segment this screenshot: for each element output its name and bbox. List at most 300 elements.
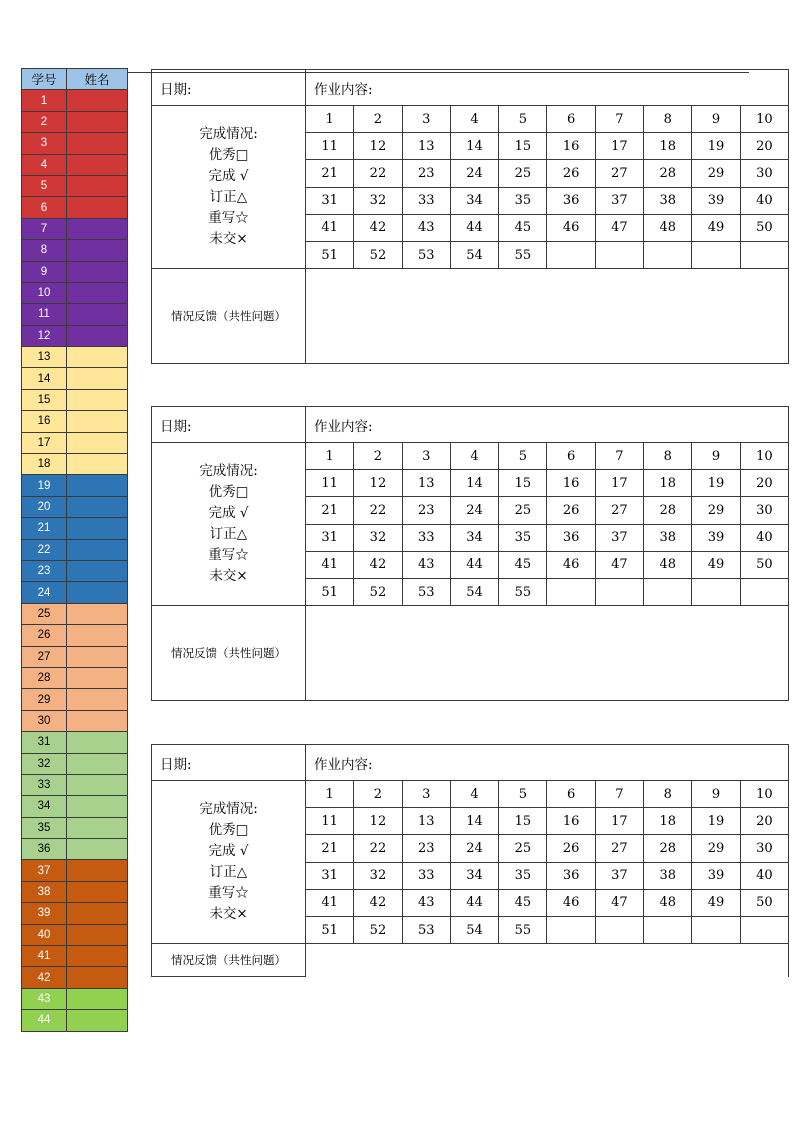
student-number: 29 bbox=[22, 689, 67, 710]
student-number-cell[interactable]: 47 bbox=[595, 551, 643, 578]
student-number-cell[interactable]: 15 bbox=[499, 470, 547, 497]
student-number-cell[interactable]: 34 bbox=[450, 524, 498, 551]
student-number-cell[interactable]: 28 bbox=[644, 497, 692, 524]
student-number: 38 bbox=[22, 881, 67, 902]
student-number: 26 bbox=[22, 625, 67, 646]
student-number: 4 bbox=[22, 154, 67, 175]
feedback-area[interactable] bbox=[306, 606, 789, 701]
student-name-cell[interactable] bbox=[67, 197, 128, 218]
student-number-cell[interactable]: 42 bbox=[354, 551, 402, 578]
student-number-cell[interactable]: 25 bbox=[499, 835, 547, 862]
student-number-cell[interactable]: 21 bbox=[306, 160, 354, 187]
student-number: 14 bbox=[22, 368, 67, 389]
student-name-cell[interactable] bbox=[67, 218, 128, 239]
student-number-cell[interactable]: 18 bbox=[644, 808, 692, 835]
student-name-cell[interactable] bbox=[67, 496, 128, 517]
student-name-cell[interactable] bbox=[67, 967, 128, 988]
student-number-cell[interactable]: 44 bbox=[450, 214, 498, 241]
student-number-cell[interactable]: 29 bbox=[692, 160, 740, 187]
student-number-cell[interactable]: 35 bbox=[499, 862, 547, 889]
student-number-cell[interactable]: 4 bbox=[450, 443, 498, 470]
student-number-cell[interactable]: 33 bbox=[402, 187, 450, 214]
student-number-cell[interactable]: 44 bbox=[450, 889, 498, 916]
student-number-cell[interactable]: 48 bbox=[644, 214, 692, 241]
student-number-cell[interactable] bbox=[595, 578, 643, 605]
student-number-cell[interactable]: 37 bbox=[595, 187, 643, 214]
roster-row bbox=[22, 496, 128, 517]
student-number-cell[interactable]: 23 bbox=[402, 835, 450, 862]
student-number-cell[interactable]: 38 bbox=[644, 524, 692, 551]
student-number-cell[interactable]: 33 bbox=[402, 524, 450, 551]
student-number-cell[interactable]: 13 bbox=[402, 133, 450, 160]
student-number-cell[interactable]: 46 bbox=[547, 889, 595, 916]
student-number-cell[interactable]: 42 bbox=[354, 889, 402, 916]
status-legend-line: 完成情况: bbox=[199, 463, 258, 480]
student-number-cell[interactable]: 20 bbox=[740, 133, 788, 160]
student-number-cell[interactable]: 24 bbox=[450, 835, 498, 862]
student-number-cell[interactable]: 47 bbox=[595, 889, 643, 916]
student-number-cell[interactable] bbox=[644, 241, 692, 268]
student-name-cell[interactable] bbox=[67, 881, 128, 902]
student-name-cell[interactable] bbox=[67, 282, 128, 303]
student-name-cell[interactable] bbox=[67, 753, 128, 774]
student-number-cell[interactable] bbox=[547, 916, 595, 943]
student-number: 23 bbox=[22, 560, 67, 581]
roster-header-row bbox=[22, 69, 128, 90]
student-number-cell[interactable]: 31 bbox=[306, 524, 354, 551]
student-number-cell[interactable]: 4 bbox=[450, 781, 498, 808]
student-number-cell[interactable]: 7 bbox=[595, 106, 643, 133]
student-number-cell[interactable]: 19 bbox=[692, 133, 740, 160]
student-number-cell[interactable]: 13 bbox=[402, 808, 450, 835]
student-number: 39 bbox=[22, 903, 67, 924]
roster-row bbox=[22, 475, 128, 496]
feedback-row bbox=[152, 606, 789, 701]
student-name-cell[interactable] bbox=[67, 860, 128, 881]
feedback-label: 情况反馈（共性问题） bbox=[152, 944, 306, 977]
student-number-cell[interactable]: 42 bbox=[354, 214, 402, 241]
student-number-cell[interactable]: 40 bbox=[740, 524, 788, 551]
student-number-cell[interactable]: 29 bbox=[692, 835, 740, 862]
student-number-cell[interactable]: 2 bbox=[354, 106, 402, 133]
student-number-cell[interactable]: 55 bbox=[499, 578, 547, 605]
student-number-cell[interactable]: 9 bbox=[692, 781, 740, 808]
student-number-cell[interactable]: 46 bbox=[547, 214, 595, 241]
student-number-cell[interactable]: 34 bbox=[450, 862, 498, 889]
student-number-cell[interactable]: 17 bbox=[595, 470, 643, 497]
student-number-cell[interactable]: 21 bbox=[306, 497, 354, 524]
student-number: 33 bbox=[22, 774, 67, 795]
student-number-cell[interactable]: 16 bbox=[547, 808, 595, 835]
student-number-cell[interactable]: 16 bbox=[547, 133, 595, 160]
student-number-cell[interactable] bbox=[692, 241, 740, 268]
student-number: 12 bbox=[22, 325, 67, 346]
student-number-cell[interactable]: 36 bbox=[547, 862, 595, 889]
student-number-cell[interactable]: 40 bbox=[740, 862, 788, 889]
student-name-cell[interactable] bbox=[67, 111, 128, 132]
student-number: 10 bbox=[22, 282, 67, 303]
student-name-cell[interactable] bbox=[67, 988, 128, 1009]
student-name-cell[interactable] bbox=[67, 432, 128, 453]
student-number-cell[interactable]: 19 bbox=[692, 808, 740, 835]
student-roster bbox=[21, 68, 128, 1032]
student-number-cell[interactable]: 44 bbox=[450, 551, 498, 578]
student-number-cell[interactable]: 51 bbox=[306, 916, 354, 943]
completion-status-legend bbox=[152, 443, 306, 606]
student-name-cell[interactable] bbox=[67, 304, 128, 325]
roster-row bbox=[22, 1010, 128, 1031]
student-number: 28 bbox=[22, 667, 67, 688]
status-legend-line: 优秀□ bbox=[208, 147, 249, 164]
student-number-cell[interactable]: 30 bbox=[740, 497, 788, 524]
student-number-cell[interactable]: 51 bbox=[306, 578, 354, 605]
student-number-cell[interactable]: 54 bbox=[450, 916, 498, 943]
student-name-cell[interactable] bbox=[67, 154, 128, 175]
student-number-cell[interactable]: 18 bbox=[644, 470, 692, 497]
student-number-cell[interactable]: 19 bbox=[692, 470, 740, 497]
student-number-cell[interactable]: 39 bbox=[692, 862, 740, 889]
student-number-cell[interactable]: 41 bbox=[306, 551, 354, 578]
student-number-cell[interactable]: 3 bbox=[402, 106, 450, 133]
student-number-cell[interactable]: 20 bbox=[740, 808, 788, 835]
student-number-cell[interactable]: 28 bbox=[644, 835, 692, 862]
student-number: 24 bbox=[22, 582, 67, 603]
student-name-cell[interactable] bbox=[67, 582, 128, 603]
student-number-cell[interactable]: 37 bbox=[595, 524, 643, 551]
student-number-cell[interactable]: 10 bbox=[740, 106, 788, 133]
student-number-cell[interactable]: 55 bbox=[499, 916, 547, 943]
roster-row bbox=[22, 967, 128, 988]
student-number-cell[interactable]: 11 bbox=[306, 470, 354, 497]
student-name-cell[interactable] bbox=[67, 347, 128, 368]
student-number-cell[interactable]: 26 bbox=[547, 160, 595, 187]
student-number-cell[interactable]: 7 bbox=[595, 781, 643, 808]
student-number-cell[interactable]: 30 bbox=[740, 835, 788, 862]
student-number-cell[interactable]: 34 bbox=[450, 187, 498, 214]
student-name-cell[interactable] bbox=[67, 689, 128, 710]
homework-record-sheet bbox=[151, 406, 789, 701]
student-number-cell[interactable]: 32 bbox=[354, 187, 402, 214]
student-number-cell[interactable]: 40 bbox=[740, 187, 788, 214]
roster-row bbox=[22, 111, 128, 132]
roster-row bbox=[22, 304, 128, 325]
student-number-cell[interactable]: 43 bbox=[402, 551, 450, 578]
student-name-cell[interactable] bbox=[67, 817, 128, 838]
student-number-cell[interactable]: 1 bbox=[306, 781, 354, 808]
feedback-area[interactable] bbox=[306, 269, 789, 364]
student-number-cell[interactable]: 22 bbox=[354, 160, 402, 187]
student-number-cell[interactable]: 15 bbox=[499, 808, 547, 835]
student-number-cell[interactable]: 33 bbox=[402, 862, 450, 889]
student-name-cell[interactable] bbox=[67, 667, 128, 688]
student-number-cell[interactable]: 36 bbox=[547, 187, 595, 214]
student-number-cell[interactable]: 27 bbox=[595, 835, 643, 862]
student-name-cell[interactable] bbox=[67, 240, 128, 261]
student-number-cell[interactable]: 48 bbox=[644, 889, 692, 916]
homework-content-label[interactable]: 作业内容: bbox=[306, 407, 789, 443]
student-number-cell[interactable] bbox=[692, 578, 740, 605]
student-number: 15 bbox=[22, 389, 67, 410]
student-number: 1 bbox=[22, 90, 67, 111]
student-number-cell[interactable]: 41 bbox=[306, 889, 354, 916]
student-number-cell[interactable]: 43 bbox=[402, 214, 450, 241]
status-legend-line: 重写☆ bbox=[208, 547, 249, 564]
student-number-cell[interactable]: 38 bbox=[644, 862, 692, 889]
student-number-cell[interactable]: 52 bbox=[354, 578, 402, 605]
student-name-cell[interactable] bbox=[67, 710, 128, 731]
roster-row bbox=[22, 988, 128, 1009]
student-number-cell[interactable]: 8 bbox=[644, 106, 692, 133]
roster-row bbox=[22, 539, 128, 560]
student-number-cell[interactable]: 10 bbox=[740, 443, 788, 470]
student-number-cell[interactable]: 6 bbox=[547, 781, 595, 808]
student-number-cell[interactable]: 1 bbox=[306, 106, 354, 133]
student-number-cell[interactable]: 36 bbox=[547, 524, 595, 551]
student-number: 3 bbox=[22, 133, 67, 154]
student-number-cell[interactable]: 9 bbox=[692, 443, 740, 470]
student-number-cell[interactable]: 8 bbox=[644, 443, 692, 470]
student-number-cell[interactable]: 45 bbox=[499, 214, 547, 241]
student-number-cell[interactable]: 54 bbox=[450, 578, 498, 605]
status-legend-line: 未交× bbox=[209, 568, 248, 585]
roster-row bbox=[22, 710, 128, 731]
student-number-cell[interactable]: 23 bbox=[402, 160, 450, 187]
student-number-cell[interactable]: 46 bbox=[547, 551, 595, 578]
student-number-cell[interactable]: 4 bbox=[450, 106, 498, 133]
student-name-cell[interactable] bbox=[67, 625, 128, 646]
student-name-cell[interactable] bbox=[67, 389, 128, 410]
homework-content-label[interactable]: 作业内容: bbox=[306, 70, 789, 106]
student-number-cell[interactable]: 2 bbox=[354, 781, 402, 808]
student-number-cell[interactable]: 24 bbox=[450, 497, 498, 524]
student-number-cell[interactable]: 20 bbox=[740, 470, 788, 497]
status-legend-line: 订正△ bbox=[209, 526, 248, 543]
student-number-cell[interactable]: 12 bbox=[354, 470, 402, 497]
student-number-cell[interactable] bbox=[644, 916, 692, 943]
student-number-cell[interactable]: 38 bbox=[644, 187, 692, 214]
student-number-cell[interactable]: 12 bbox=[354, 133, 402, 160]
student-name-cell[interactable] bbox=[67, 454, 128, 475]
student-number-cell[interactable]: 45 bbox=[499, 889, 547, 916]
student-number-cell[interactable]: 15 bbox=[499, 133, 547, 160]
student-number-row bbox=[152, 443, 789, 470]
student-number-cell[interactable] bbox=[740, 241, 788, 268]
student-number-row bbox=[152, 781, 789, 808]
student-number: 37 bbox=[22, 860, 67, 881]
student-number-cell[interactable]: 37 bbox=[595, 862, 643, 889]
student-number-cell[interactable]: 26 bbox=[547, 497, 595, 524]
completion-status-legend bbox=[152, 106, 306, 269]
roster-row bbox=[22, 881, 128, 902]
status-legend-line: 未交× bbox=[209, 231, 248, 248]
student-number-cell[interactable]: 17 bbox=[595, 133, 643, 160]
student-number-cell[interactable]: 9 bbox=[692, 106, 740, 133]
student-number-cell[interactable]: 31 bbox=[306, 862, 354, 889]
student-number-cell[interactable]: 50 bbox=[740, 551, 788, 578]
student-name-cell[interactable] bbox=[67, 839, 128, 860]
student-number: 40 bbox=[22, 924, 67, 945]
student-number-cell[interactable]: 52 bbox=[354, 916, 402, 943]
roster-row bbox=[22, 197, 128, 218]
roster-row bbox=[22, 518, 128, 539]
student-name-cell[interactable] bbox=[67, 90, 128, 111]
student-number-cell[interactable]: 3 bbox=[402, 781, 450, 808]
student-name-cell[interactable] bbox=[67, 261, 128, 282]
student-number: 22 bbox=[22, 539, 67, 560]
student-name-cell[interactable] bbox=[67, 539, 128, 560]
student-number: 8 bbox=[22, 240, 67, 261]
student-name-cell[interactable] bbox=[67, 518, 128, 539]
student-number-cell[interactable]: 45 bbox=[499, 551, 547, 578]
date-label[interactable]: 日期: bbox=[152, 745, 306, 781]
status-legend-line: 完成情况: bbox=[199, 126, 258, 143]
student-number-cell[interactable]: 16 bbox=[547, 470, 595, 497]
student-number-cell[interactable]: 11 bbox=[306, 808, 354, 835]
student-number: 2 bbox=[22, 111, 67, 132]
student-number-cell[interactable]: 2 bbox=[354, 443, 402, 470]
student-number-cell[interactable]: 18 bbox=[644, 133, 692, 160]
student-number-cell[interactable] bbox=[644, 578, 692, 605]
student-number-cell[interactable]: 48 bbox=[644, 551, 692, 578]
student-number-cell[interactable]: 1 bbox=[306, 443, 354, 470]
student-number-cell[interactable] bbox=[547, 578, 595, 605]
student-number-cell[interactable]: 24 bbox=[450, 160, 498, 187]
student-number-cell[interactable]: 13 bbox=[402, 470, 450, 497]
roster-row bbox=[22, 774, 128, 795]
student-number-cell[interactable]: 32 bbox=[354, 862, 402, 889]
student-number-cell[interactable]: 50 bbox=[740, 889, 788, 916]
student-number-cell[interactable]: 12 bbox=[354, 808, 402, 835]
roster-row bbox=[22, 325, 128, 346]
student-number-cell[interactable]: 52 bbox=[354, 241, 402, 268]
student-number-cell[interactable]: 54 bbox=[450, 241, 498, 268]
student-number-cell[interactable]: 7 bbox=[595, 443, 643, 470]
student-number-cell[interactable]: 5 bbox=[499, 106, 547, 133]
student-name-cell[interactable] bbox=[67, 774, 128, 795]
student-number-cell[interactable]: 3 bbox=[402, 443, 450, 470]
student-number-cell[interactable]: 50 bbox=[740, 214, 788, 241]
student-number-cell[interactable]: 22 bbox=[354, 835, 402, 862]
student-number-cell[interactable]: 53 bbox=[402, 916, 450, 943]
student-name-cell[interactable] bbox=[67, 1010, 128, 1031]
student-number: 27 bbox=[22, 646, 67, 667]
student-number-cell[interactable]: 17 bbox=[595, 808, 643, 835]
student-name-cell[interactable] bbox=[67, 560, 128, 581]
student-name-cell[interactable] bbox=[67, 475, 128, 496]
student-name-cell[interactable] bbox=[67, 924, 128, 945]
student-name-cell[interactable] bbox=[67, 411, 128, 432]
student-number-cell[interactable] bbox=[547, 241, 595, 268]
student-number-cell[interactable]: 14 bbox=[450, 133, 498, 160]
student-number-cell[interactable]: 39 bbox=[692, 187, 740, 214]
student-name-cell[interactable] bbox=[67, 796, 128, 817]
student-number-cell[interactable]: 39 bbox=[692, 524, 740, 551]
roster-row bbox=[22, 432, 128, 453]
student-number-cell[interactable]: 28 bbox=[644, 160, 692, 187]
student-number-cell[interactable] bbox=[740, 916, 788, 943]
student-name-cell[interactable] bbox=[67, 325, 128, 346]
student-number-cell[interactable]: 27 bbox=[595, 160, 643, 187]
student-number-cell[interactable]: 26 bbox=[547, 835, 595, 862]
student-number-cell[interactable]: 6 bbox=[547, 106, 595, 133]
student-name-cell[interactable] bbox=[67, 732, 128, 753]
student-number-cell[interactable]: 47 bbox=[595, 214, 643, 241]
student-number-cell[interactable]: 30 bbox=[740, 160, 788, 187]
student-name-cell[interactable] bbox=[67, 903, 128, 924]
student-number-cell[interactable]: 21 bbox=[306, 835, 354, 862]
student-number-cell[interactable]: 14 bbox=[450, 470, 498, 497]
date-label[interactable]: 日期: bbox=[152, 407, 306, 443]
roster-row bbox=[22, 603, 128, 624]
student-number-cell[interactable]: 49 bbox=[692, 551, 740, 578]
homework-content-label[interactable]: 作业内容: bbox=[306, 745, 789, 781]
student-number-cell[interactable]: 53 bbox=[402, 241, 450, 268]
roster-number-header: 学号 bbox=[22, 69, 67, 90]
student-number-cell[interactable]: 27 bbox=[595, 497, 643, 524]
roster-row bbox=[22, 667, 128, 688]
student-number-cell[interactable]: 32 bbox=[354, 524, 402, 551]
student-name-cell[interactable] bbox=[67, 368, 128, 389]
student-name-cell[interactable] bbox=[67, 646, 128, 667]
student-number-cell[interactable]: 55 bbox=[499, 241, 547, 268]
student-number: 17 bbox=[22, 432, 67, 453]
student-number-cell[interactable]: 41 bbox=[306, 214, 354, 241]
roster-row bbox=[22, 411, 128, 432]
student-number-cell[interactable]: 23 bbox=[402, 497, 450, 524]
student-number-cell[interactable]: 10 bbox=[740, 781, 788, 808]
status-legend-line: 重写☆ bbox=[208, 885, 249, 902]
student-number-cell[interactable]: 35 bbox=[499, 524, 547, 551]
student-number-cell[interactable]: 35 bbox=[499, 187, 547, 214]
student-number: 25 bbox=[22, 603, 67, 624]
roster-row bbox=[22, 732, 128, 753]
student-number-cell[interactable]: 53 bbox=[402, 578, 450, 605]
student-number-cell[interactable]: 25 bbox=[499, 497, 547, 524]
student-number: 31 bbox=[22, 732, 67, 753]
student-number-cell[interactable]: 25 bbox=[499, 160, 547, 187]
student-number-cell[interactable]: 6 bbox=[547, 443, 595, 470]
student-number-cell[interactable]: 31 bbox=[306, 187, 354, 214]
student-number-cell[interactable] bbox=[740, 578, 788, 605]
student-name-cell[interactable] bbox=[67, 603, 128, 624]
student-name-cell[interactable] bbox=[67, 133, 128, 154]
student-number-cell[interactable] bbox=[692, 916, 740, 943]
feedback-area[interactable] bbox=[306, 944, 789, 977]
student-number-cell[interactable]: 14 bbox=[450, 808, 498, 835]
student-number-cell[interactable]: 49 bbox=[692, 214, 740, 241]
student-number-cell[interactable]: 29 bbox=[692, 497, 740, 524]
roster-row bbox=[22, 903, 128, 924]
student-number-cell[interactable]: 43 bbox=[402, 889, 450, 916]
student-number-cell[interactable]: 51 bbox=[306, 241, 354, 268]
student-number-cell[interactable]: 49 bbox=[692, 889, 740, 916]
roster-row bbox=[22, 946, 128, 967]
student-number-cell[interactable]: 11 bbox=[306, 133, 354, 160]
student-number-cell[interactable]: 8 bbox=[644, 781, 692, 808]
status-legend-line: 重写☆ bbox=[208, 210, 249, 227]
student-name-cell[interactable] bbox=[67, 175, 128, 196]
status-legend-line: 优秀□ bbox=[208, 822, 249, 839]
student-number-cell[interactable]: 22 bbox=[354, 497, 402, 524]
student-name-cell[interactable] bbox=[67, 946, 128, 967]
student-number-cell[interactable]: 5 bbox=[499, 781, 547, 808]
student-number-cell[interactable] bbox=[595, 916, 643, 943]
student-number-cell[interactable]: 5 bbox=[499, 443, 547, 470]
student-number-cell[interactable] bbox=[595, 241, 643, 268]
student-number: 20 bbox=[22, 496, 67, 517]
date-label[interactable]: 日期: bbox=[152, 70, 306, 106]
student-number: 35 bbox=[22, 817, 67, 838]
